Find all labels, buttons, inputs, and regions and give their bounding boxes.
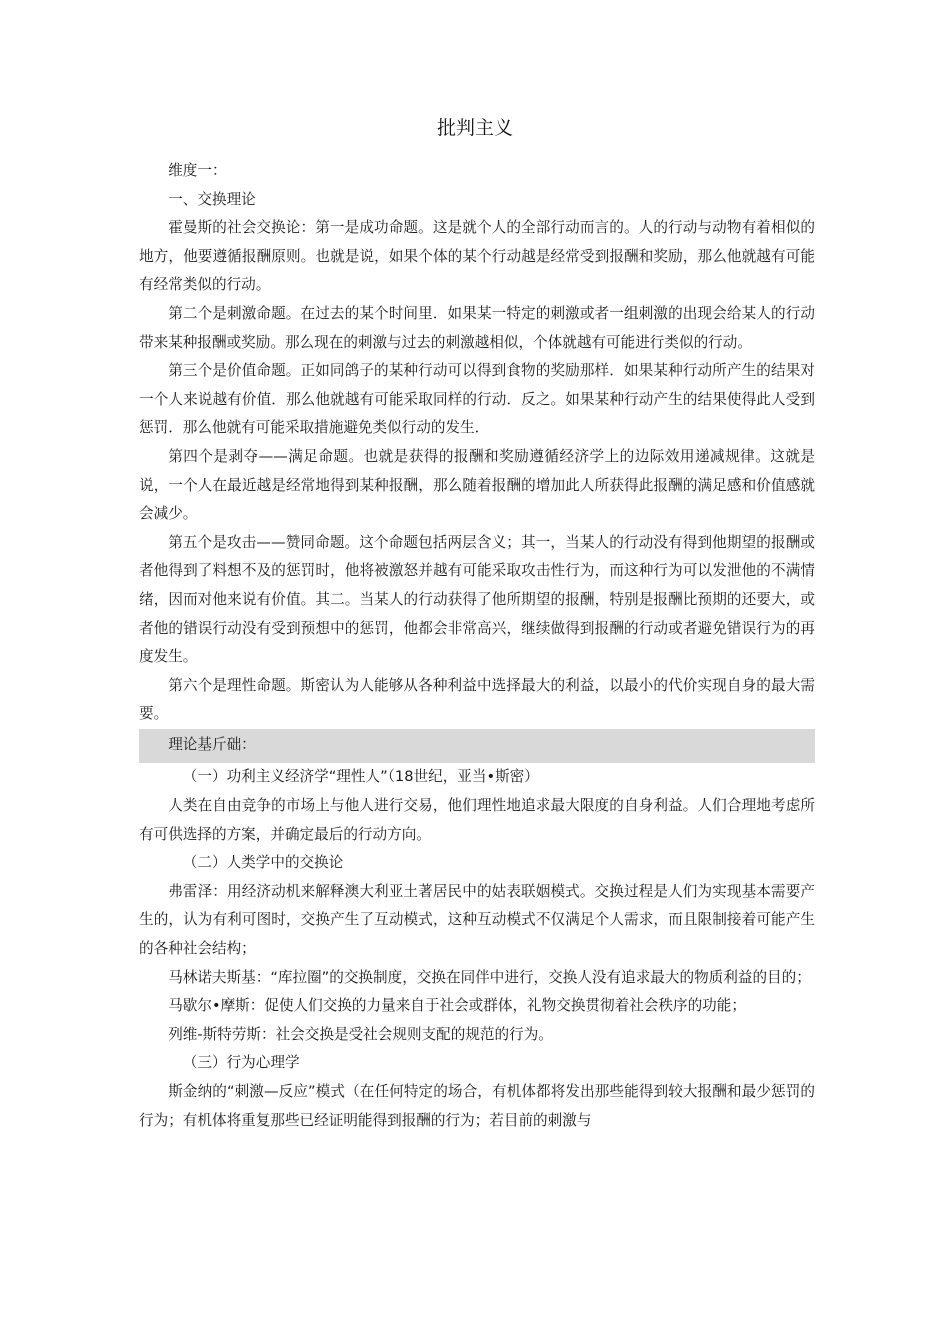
dimension-heading: 维度一： bbox=[168, 162, 227, 179]
paragraph-rationality-proposition: 第六个是理性命题。斯密认为人能够从各种利益中选择最大的利益，以最小的代价实现自身的最大需要。 bbox=[139, 676, 815, 723]
paragraph-rational-man: 人类在自由竞争的市场上与他人进行交易，他们理性地追求最大限度的自身利益。人们合理地考虑所有可供选择的方案，并确定最后的行动方向。 bbox=[139, 797, 815, 843]
paragraph-aggression-proposition: 第五个是攻击——赞同命题。这个命题包括两层含义；其一，当某人的行动没有得到他期望的报酬或者他得到了料想不及的惩罚时，他将被激怒并越有可能采取攻击性行为，而这种行为可以发泄他的不满情绪，因而对他来说有价值。其二。当某人的行动获得了他所期望的报酬，特别是报酬比预期的还要大，或者他的错误行动没有受到预想中的惩罚，他都会非常高兴，继续做得到报酬的行动或者避免错误行为的再度发生。 bbox=[139, 533, 815, 666]
paragraph-success-proposition: 霍曼斯的社会交换论：第一是成功命题。这是就个人的全部行动而言的。人的行动与动物有着相似的地方，他要遵循报酬原则。也就是说，如果个体的某个行动越是经常受到报酬和奖励，那么他就越有可能有经常类似的行动。 bbox=[139, 219, 815, 294]
theory-basis-heading: 理论基斤础： bbox=[139, 729, 815, 764]
paragraph-levi-strauss: 列维-斯特劳斯：社会交换是受社会规则支配的规范的行为。 bbox=[168, 1025, 553, 1043]
section-heading-exchange-theory: 一、交换理论 bbox=[168, 190, 256, 208]
paragraph-skinner: 斯金纳的“刺激—反应”模式（在任何特定的场合，有机体都将发出那些能得到较大报酬和最少惩罚的行为；有机体将重复那些已经证明能得到报酬的行为；若目前的刺激与 bbox=[139, 1083, 815, 1129]
paragraph-mauss: 马歇尔•摩斯：促使人们交换的力量来自于社会或群体，礼物交换贯彻着社会秩序的功能； bbox=[168, 997, 746, 1015]
subheading-anthropology-exchange: （二）人类学中的交换论 bbox=[182, 854, 344, 872]
subheading-utilitarian-economics: （一）功利主义经济学“理性人”（18世纪，亚当•斯密） bbox=[182, 768, 539, 786]
paragraph-frazer: 弗雷泽：用经济动机来解释澳大利亚土著居民中的姑表联姻模式。交换过程是人们为实现基本需要产生的，认为有利可图时，交换产生了互动模式，这种互动模式不仅满足个人需求，而且限制接着可能产生的各种社会结构； bbox=[139, 882, 815, 958]
subheading-behavioral-psychology: （三）行为心理学 bbox=[182, 1054, 300, 1072]
document-title: 批判主义 bbox=[436, 117, 513, 139]
paragraph-value-proposition: 第三个是价值命题。正如同鸽子的某种行动可以得到食物的奖励那样．如果某种行动所产生的结果对一个人来说越有价值．那么他就越有可能采取同样的行动．反之。如果某种行动产生的结果使得此人受到惩罚．那么他就有可能采取措施避免类似行动的发生． bbox=[139, 362, 815, 437]
document-body bbox=[139, 157, 815, 1135]
paragraph-stimulus-proposition: 第二个是刺激命题。在过去的某个时间里．如果某一特定的刺激或者一组刺激的出现会给某人的行动带来某种报酬或奖励。那么现在的刺激与过去的刺激越相似，个体就越有可能进行类似的行动。 bbox=[139, 304, 815, 351]
paragraph-malinowski: 马林诺夫斯基：“库拉圈”的交换制度，交换在同伴中进行，交换人没有追求最大的物质利益的目的； bbox=[168, 968, 811, 986]
paragraph-deprivation-proposition: 第四个是剥夺——满足命题。也就是获得的报酬和奖励遵循经济学上的边际效用递减规律。这就是说，一个人在最近越是经常地得到某种报酬，那么随着报酬的增加此人所获得此报酬的满足感和价值感就会减少。 bbox=[139, 447, 815, 523]
